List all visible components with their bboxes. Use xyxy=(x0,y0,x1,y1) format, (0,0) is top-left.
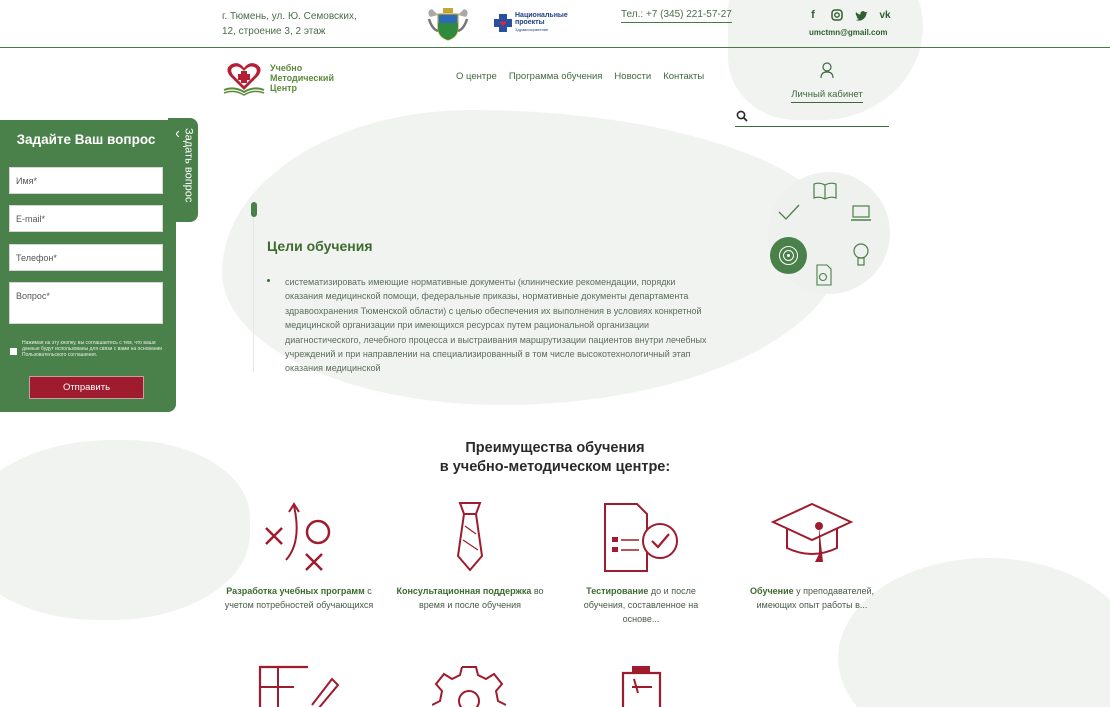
advantage-bold: Разработка учебных программ xyxy=(226,586,365,596)
target-icon[interactable] xyxy=(770,237,807,274)
advantage-item xyxy=(395,584,545,612)
ask-question-tab-label[interactable]: Задать вопрос xyxy=(182,128,195,203)
personal-cabinet-link[interactable] xyxy=(789,62,865,103)
search-input[interactable] xyxy=(753,109,883,125)
search-box xyxy=(735,107,889,127)
phone-link[interactable]: Тел.: +7 (345) 221-57-27 xyxy=(621,9,732,23)
logo-text xyxy=(270,63,334,93)
advantage-text: во время и после обучения xyxy=(418,586,544,610)
address-line: г. Тюмень, ул. Ю. Семовских, xyxy=(222,11,357,22)
email-field[interactable]: E-mail* xyxy=(9,205,163,232)
lightbulb-icon[interactable] xyxy=(852,243,870,267)
goals-text: систематизировать имеющие нормативные документы (клинические рекомендации, порядки оказания медицинской помощи, федеральные приказы, нормативные документы департамента здравоохранения Тюменской области) с целью обеспечения их выполнения в условиях конкретной медицинской организации при имеющихся ресурсах путем рациональной организации диагностического, лечебного процесса и выстраивания маршрутизации пациентов внутри лечебных учреждений и при направлении на специализированный в том числе высокотехнологичный этап оказания медицинской xyxy=(285,277,707,374)
submit-button[interactable]: Отправить xyxy=(29,376,144,399)
nav-item-program[interactable]: Программа обучения xyxy=(508,71,603,82)
facebook-icon[interactable]: f xyxy=(811,9,815,21)
logo-line: Центр xyxy=(270,83,298,93)
certificate-icon[interactable] xyxy=(815,264,833,286)
graduation-cap-icon xyxy=(771,502,853,572)
laptop-icon[interactable] xyxy=(850,205,872,221)
heart-book-logo-icon xyxy=(222,60,266,96)
list-bullet xyxy=(267,279,270,282)
consent-row xyxy=(10,340,170,358)
nav-item-news[interactable]: Новости xyxy=(614,71,652,82)
book-icon[interactable] xyxy=(813,182,837,200)
advantage-item xyxy=(566,584,716,626)
test-document-icon xyxy=(603,503,679,573)
natproj-line: Национальные xyxy=(515,12,568,19)
email-link[interactable]: umctmn@gmail.com xyxy=(809,28,888,37)
planning-board-icon xyxy=(258,665,340,707)
strategy-icon xyxy=(262,502,334,572)
address xyxy=(222,9,372,39)
user-icon xyxy=(820,62,834,79)
social-links xyxy=(806,8,892,22)
scroll-thumb[interactable] xyxy=(251,202,257,217)
advantages-title-line: в учебно-методическом центре: xyxy=(439,459,671,475)
instagram-icon[interactable] xyxy=(830,8,844,22)
top-bar xyxy=(0,0,1110,48)
question-field[interactable]: Вопрос* xyxy=(9,282,163,324)
search-icon[interactable] xyxy=(736,110,748,122)
check-icon[interactable] xyxy=(778,204,800,220)
phone-field[interactable]: Телефон* xyxy=(9,244,163,271)
advantage-bold: Тестирование xyxy=(586,586,649,596)
advantage-item xyxy=(737,584,887,612)
nav-item-contacts[interactable]: Контакты xyxy=(663,71,705,82)
twitter-icon[interactable] xyxy=(854,8,868,22)
advantage-text: с учетом потребностей обучающихся xyxy=(224,586,374,610)
consent-text: Нажимая на эту кнопку, вы соглашаетесь с тем, что ваши данные будут использованы для связи с вами на основании Пользовательского соглашения. xyxy=(22,340,163,358)
gear-icon xyxy=(432,665,506,707)
advantages-title-line: Преимущества обучения xyxy=(465,440,645,456)
advantage-item xyxy=(224,584,374,612)
advantage-text: у преподавателей, имеющих опыт работы в... xyxy=(756,586,874,610)
advantage-text: до и после обучения, составленное на основе... xyxy=(583,586,699,624)
name-field[interactable]: Имя* xyxy=(9,167,163,194)
cabinet-label: Личный кабинет xyxy=(791,89,862,103)
site-logo[interactable] xyxy=(222,60,334,96)
decor-blob xyxy=(838,558,1110,707)
vk-icon[interactable]: vk xyxy=(879,9,891,21)
medical-cross-icon xyxy=(493,13,513,33)
national-projects-logo xyxy=(493,10,573,36)
advantage-bold: Консультационная поддержка xyxy=(396,586,532,596)
goals-title: Цели обучения xyxy=(267,238,373,254)
coat-of-arms-icon xyxy=(426,7,470,41)
ask-form-title: Задайте Ваш вопрос xyxy=(16,132,156,147)
scroll-track xyxy=(253,217,254,372)
advantage-bold: Обучение xyxy=(750,586,794,596)
logo-line: Методический xyxy=(270,73,334,83)
natproj-line: проекты xyxy=(515,19,545,26)
tie-icon xyxy=(450,502,490,572)
logo-line: Учебно xyxy=(270,63,303,73)
clipboard-icon xyxy=(620,665,664,707)
address-line: 12, строение 3, 2 этаж xyxy=(222,26,326,37)
nav-item-about[interactable]: О центре xyxy=(456,71,497,82)
main-nav xyxy=(456,71,704,82)
consent-checkbox[interactable] xyxy=(10,348,17,355)
advantages-title xyxy=(0,439,1110,477)
natproj-line: Здравоохранение xyxy=(515,27,549,32)
goals-scrollbar[interactable] xyxy=(251,202,257,372)
